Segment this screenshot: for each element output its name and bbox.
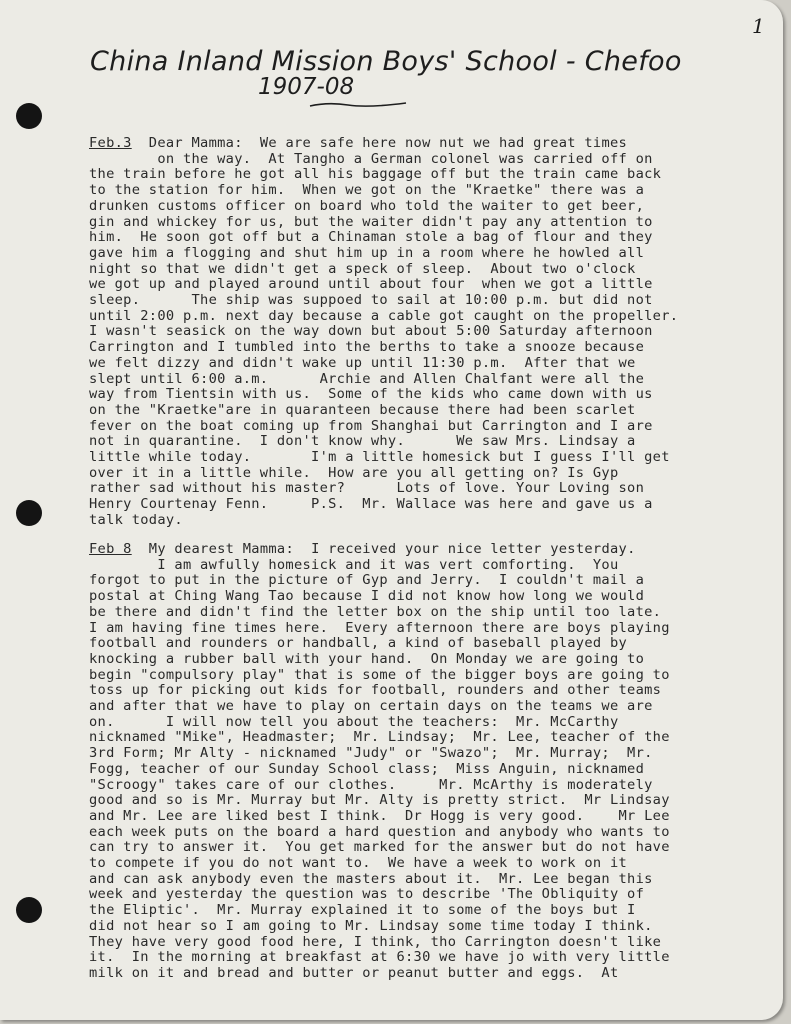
text-line	[89, 276, 653, 292]
text-line	[89, 182, 644, 198]
text-line	[89, 604, 661, 620]
text-line	[89, 808, 670, 824]
line-text: I am having fine times here. Every afternoon there are boys playing	[89, 619, 670, 636]
letter-entry	[89, 136, 678, 529]
text-line	[89, 572, 644, 588]
line-text: the Eliptic'. Mr. Murray explained it to some of the boys but I	[89, 902, 636, 919]
line-text: to the station for him. When we got on the "Kraetke" there was a	[89, 182, 645, 199]
line-text: little while today. I'm a little homesick but I guess I'll get	[89, 449, 670, 466]
entry-date: Feb.3	[89, 135, 132, 151]
line-text: sleep. The ship was suppoed to sail at 10:00 p.m. but did not	[89, 292, 653, 309]
text-line	[89, 166, 661, 182]
line-text: milk on it and bread and butter or peanut butter and eggs. At	[89, 964, 619, 981]
line-text: can try to answer it. You get marked for the answer but do not have	[89, 839, 670, 856]
text-line	[89, 386, 653, 402]
page-number: 1	[752, 14, 765, 38]
text-line	[89, 839, 670, 855]
line-text: Carrington and I tumbled into the berths to take a snooze because	[89, 339, 645, 356]
line-text: way from Tientsin with us. Some of the kids who came down with us	[89, 386, 653, 403]
text-line	[89, 667, 670, 683]
text-line	[89, 214, 653, 230]
text-line	[89, 792, 670, 808]
line-text: Dear Mamma: We are safe here now nut we had great times	[148, 135, 628, 151]
line-text: Fogg, teacher of our Sunday School class; Miss Anguin, nicknamed	[89, 760, 645, 777]
text-line	[89, 308, 678, 324]
line-text: did not hear so I am going to Mr. Lindsay some time today I think.	[89, 917, 653, 934]
line-text: rather sad without his master? Lots of love. Your Loving son	[89, 480, 645, 497]
text-line	[89, 151, 653, 167]
line-text: knocking a rubber ball with your hand. On Monday we are going to	[89, 650, 645, 667]
text-line	[89, 480, 644, 496]
line-text: the train before he got all his baggage off but the train came back	[89, 166, 662, 183]
line-text: each week puts on the board a hard question and anybody who wants to	[89, 823, 670, 840]
line-text: week and yesterday the question was to describe 'The Obliquity of	[89, 886, 645, 903]
text-line	[89, 541, 636, 557]
text-line	[89, 620, 670, 636]
line-text: Henry Courtenay Fenn. P.S. Mr. Wallace was here and gave us a	[89, 496, 653, 513]
binder-hole	[16, 500, 42, 526]
line-text: "Scroogy" takes care of our clothes. Mr. McArthy is moderately	[89, 776, 653, 793]
line-text: over it in a little while. How are you all getting on? Is Gyp	[89, 464, 619, 481]
line-text: and can ask anybody even the masters about it. Mr. Lee began this	[89, 870, 653, 887]
line-text: forgot to put in the picture of Gyp and Jerry. I couldn't mail a	[89, 572, 645, 589]
line-text: 3rd Form; Mr Alty - nicknamed "Judy" or "Swazo"; Mr. Murray; Mr.	[89, 745, 653, 762]
entry-date: Feb 8	[89, 541, 132, 557]
text-line	[89, 761, 644, 777]
text-line	[89, 588, 644, 604]
line-text: to compete if you do not want to. We have a week to work on it	[89, 855, 628, 872]
text-line	[89, 371, 644, 387]
line-text: I am awfully homesick and it was vert comforting. You	[89, 556, 619, 573]
line-text: They have very good food here, I think, tho Carrington doesn't like	[89, 933, 662, 950]
binder-hole	[16, 897, 42, 923]
line-text: fever on the boat coming up from Shanghai but Carrington and I are	[89, 417, 653, 434]
text-line	[89, 229, 653, 245]
handwritten-title: China Inland Mission Boys' School - Chefoo	[90, 46, 682, 77]
line-text: on. I will now tell you about the teachers: Mr. McCarthy	[89, 713, 619, 730]
line-text: we got up and played around until about four when we got a little	[89, 276, 653, 293]
text-line	[89, 855, 627, 871]
line-text: I wasn't seasick on the way down but about 5:00 Saturday afternoon	[89, 323, 653, 340]
text-line	[89, 777, 653, 793]
text-line	[89, 355, 636, 371]
line-text: My dearest Mamma: I received your nice letter yesterday.	[148, 541, 636, 557]
text-line	[89, 949, 670, 965]
line-text: good and so is Mr. Murray but Mr. Alty is pretty strict. Mr Lindsay	[89, 792, 670, 809]
text-line	[89, 871, 653, 887]
text-line	[89, 292, 653, 308]
line-text: and Mr. Lee are liked best I think. Dr Hogg is very good. Mr Lee	[89, 807, 670, 824]
text-line	[89, 418, 653, 434]
text-line	[89, 245, 644, 261]
text-line	[89, 651, 644, 667]
text-line	[89, 729, 670, 745]
text-line	[89, 261, 636, 277]
binder-hole	[16, 103, 42, 129]
text-line	[89, 512, 183, 528]
text-line	[89, 934, 661, 950]
line-text: him. He soon got off but a Chinaman stole a bag of flour and they	[89, 229, 653, 246]
line-text: it. In the morning at breakfast at 6:30 we have jo with very little	[89, 949, 670, 966]
line-text: gin and whickey for us, but the waiter didn't pay any attention to	[89, 213, 653, 230]
text-line	[89, 433, 636, 449]
line-text: nicknamed "Mike", Headmaster; Mr. Lindsay; Mr. Lee, teacher of the	[89, 729, 670, 746]
text-line	[89, 824, 670, 840]
handwritten-years: 1907-08	[258, 74, 355, 100]
text-line	[89, 886, 644, 902]
text-line	[89, 198, 644, 214]
text-line	[89, 465, 619, 481]
text-line	[89, 339, 644, 355]
line-text: be there and didn't find the letter box on the ship until too late.	[89, 603, 662, 620]
text-line	[89, 496, 653, 512]
text-line	[89, 965, 619, 981]
text-line	[89, 635, 627, 651]
line-text: football and rounders or handball, a kind of baseball played by	[89, 635, 628, 652]
text-line	[89, 745, 653, 761]
line-text: and after that we have to play on certain days on the teams we are	[89, 698, 653, 715]
line-text: not in quarantine. I don't know why. We saw Mrs. Lindsay a	[89, 433, 636, 450]
line-text: drunken customs officer on board who told the waiter to get beer,	[89, 197, 645, 214]
text-line	[89, 449, 670, 465]
text-line	[89, 323, 653, 339]
text-line	[89, 918, 653, 934]
line-text: we felt dizzy and didn't wake up until 11:30 p.m. After that we	[89, 354, 636, 371]
line-text: slept until 6:00 a.m. Archie and Allen Chalfant were all the	[89, 370, 645, 387]
line-text: postal at Ching Wang Tao because I did not know how long we would	[89, 588, 645, 605]
letter-entry	[89, 542, 670, 982]
text-line	[89, 902, 636, 918]
text-line	[89, 402, 636, 418]
text-line	[89, 682, 661, 698]
text-line	[89, 714, 619, 730]
line-text: begin "compulsory play" that is some of the bigger boys are going to	[89, 666, 670, 683]
line-text: on the way. At Tangho a German colonel was carried off on	[89, 150, 653, 167]
line-text: talk today.	[89, 511, 183, 528]
text-line	[89, 135, 627, 151]
text-line	[89, 698, 653, 714]
line-text: gave him a flogging and shut him up in a room where he howled all	[89, 244, 645, 261]
title-underline	[308, 100, 408, 108]
text-line	[89, 557, 619, 573]
line-text: on the "Kraetke"are in quaranteen because there had been scarlet	[89, 401, 636, 418]
line-text: until 2:00 p.m. next day because a cable got caught on the propeller.	[89, 307, 679, 324]
line-text: toss up for picking out kids for football, rounders and other teams	[89, 682, 662, 699]
line-text: night so that we didn't get a speck of sleep. About two o'clock	[89, 260, 636, 277]
